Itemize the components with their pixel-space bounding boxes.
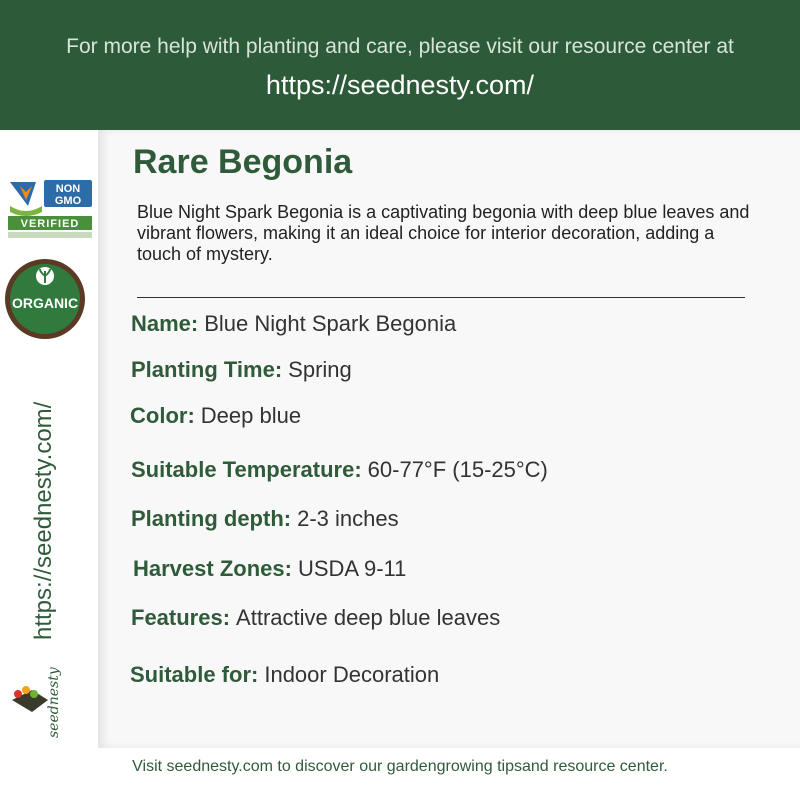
nongmo-top-text: NON bbox=[55, 183, 81, 195]
spec-row-harvest-zones bbox=[133, 556, 406, 582]
product-description: Blue Night Spark Begonia is a captivating begonia with deep blue leaves and vibrant flowers, making it an ideal choice for interior decoration, adding a touch of mystery. bbox=[137, 202, 750, 264]
spec-value: Attractive deep blue leaves bbox=[236, 605, 501, 630]
organic-badge-icon bbox=[4, 258, 86, 340]
spec-label: Planting Time: bbox=[131, 357, 283, 382]
non-gmo-verified-badge-icon bbox=[6, 176, 94, 242]
organic-label: ORGANIC bbox=[11, 295, 79, 311]
footer-text: Visit seednesty.com to discover our gardengrowing tipsand resource center. bbox=[132, 758, 668, 775]
spec-row-features bbox=[131, 605, 500, 631]
spec-row-planting-depth bbox=[131, 506, 399, 532]
spec-value: 2-3 inches bbox=[297, 506, 399, 531]
spec-value: Indoor Decoration bbox=[264, 662, 440, 687]
nongmo-mid-text: GMO bbox=[54, 195, 82, 207]
top-banner bbox=[0, 0, 800, 130]
banner-url-link[interactable]: https://seednesty.com/ bbox=[265, 70, 535, 100]
spec-value: 60-77°F (15-25°C) bbox=[367, 457, 548, 482]
vertical-url-text: https://seednesty.com/ bbox=[30, 401, 57, 640]
seednesty-logo-icon bbox=[8, 660, 68, 744]
spec-label: Harvest Zones: bbox=[133, 556, 292, 581]
spec-label: Suitable Temperature: bbox=[131, 457, 362, 482]
spec-row-temperature bbox=[131, 457, 548, 483]
spec-row-color bbox=[130, 403, 301, 429]
spec-label: Color: bbox=[130, 403, 195, 428]
spec-row-name bbox=[131, 311, 456, 337]
nongmo-bottom-text: VERIFIED bbox=[20, 218, 80, 230]
spec-row-planting-time bbox=[131, 357, 352, 383]
divider bbox=[137, 297, 745, 298]
spec-row-suitable-for bbox=[130, 662, 439, 688]
spec-value: Blue Night Spark Begonia bbox=[204, 311, 457, 336]
banner-message: For more help with planting and care, please visit our resource center at bbox=[66, 35, 734, 58]
spec-value: USDA 9-11 bbox=[297, 556, 407, 581]
logo-wordmark: seednesty bbox=[46, 667, 62, 738]
spec-label: Features: bbox=[131, 605, 231, 630]
spec-value: Spring bbox=[288, 357, 352, 382]
product-title: Rare Begonia bbox=[133, 143, 353, 181]
spec-value: Deep blue bbox=[200, 403, 302, 428]
spec-label: Suitable for: bbox=[130, 662, 259, 687]
spec-label: Name: bbox=[131, 311, 199, 336]
spec-label: Planting depth: bbox=[131, 506, 292, 531]
